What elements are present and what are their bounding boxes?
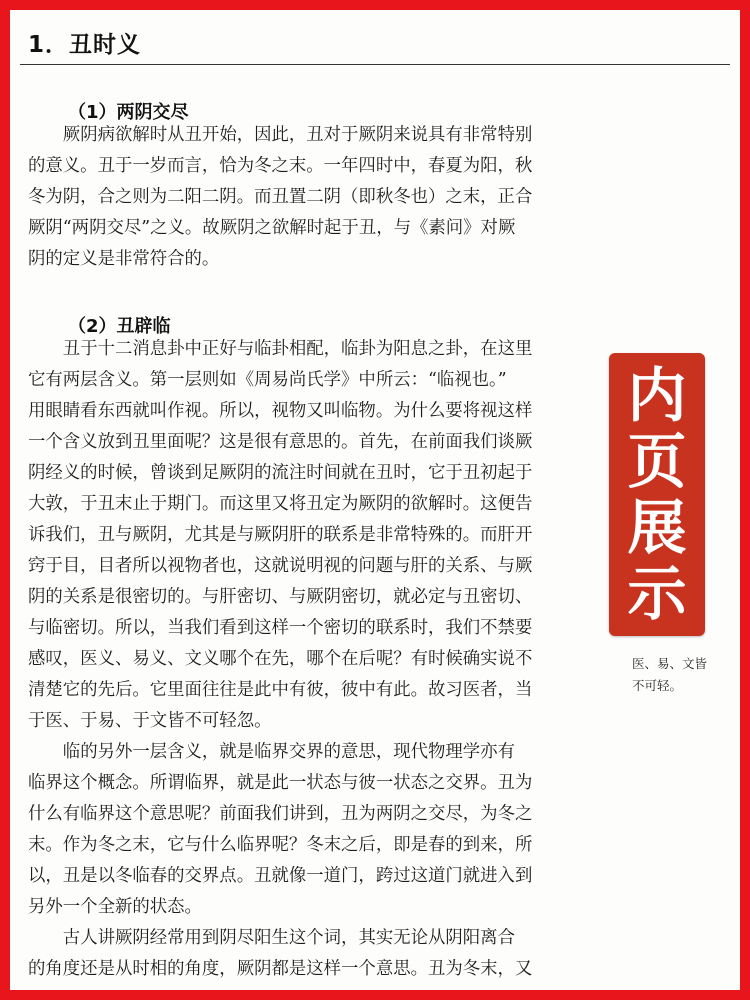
text-line: 阴的关系是很密切的。与肝密切、与厥阴密切，就必定与丑密切、 xyxy=(28,587,533,607)
text-line: 的角度还是从时相的角度，厥阴都是这样一个意思。丑为冬末，又 xyxy=(28,959,533,979)
text-line: 用眼睛看东西就叫作视。所以，视物又叫临物。为什么要将视这样 xyxy=(28,401,533,421)
subheading-1: （1）两阴交尽 xyxy=(68,102,189,123)
text-line: 另外一个全新的状态。 xyxy=(28,897,202,917)
badge-char: 页 xyxy=(627,426,687,496)
text-line: 临界这个概念。所谓临界，就是此一状态与彼一状态之交界。丑为 xyxy=(28,773,533,793)
text-line: 于医、于易、于文皆不可轻忽。 xyxy=(28,711,272,731)
text-line: 它有两层含义。第一层则如《周易尚氏学》中所云：“临视也。” xyxy=(28,370,507,390)
text-line: 的意义。丑于一岁而言，恰为冬之末。一年四时中，春夏为阳，秋 xyxy=(28,156,533,176)
badge-char: 展 xyxy=(627,492,687,562)
text-line: 古人讲厥阴经常用到阴尽阳生这个词，其实无论从阴阳离合 xyxy=(62,928,515,948)
text-line: 感叹，医义、易义、文义哪个在先，哪个在后呢？有时候确实说不 xyxy=(28,649,533,669)
text-line: 阴的定义是非常符合的。 xyxy=(28,249,220,269)
text-line: 诉我们，丑与厥阴，尤其是与厥阴肝的联系是非常特殊的。而肝开 xyxy=(28,525,533,545)
text-line: 冬为阴，合之则为二阳二阴。而丑置二阴（即秋冬也）之末，正合 xyxy=(28,187,533,207)
badge-char: 内 xyxy=(627,360,687,430)
text-line: 厥阴病欲解时从丑开始，因此，丑对于厥阴来说具有非常特别 xyxy=(62,125,533,145)
text-line: 厥阴“两阴交尽”之义。故厥阴之欲解时起于丑，与《素问》对厥 xyxy=(28,218,516,238)
text-line: 什么有临界这个意思呢？前面我们讲到，丑为两阴之交尽，为冬之 xyxy=(28,804,533,824)
text-line: 大敦，于丑末止于期门。而这里又将丑定为厥阴的欲解时。这便告 xyxy=(28,494,533,514)
side-note-line: 不可轻。 xyxy=(632,678,683,693)
text-line: 一个含义放到丑里面呢？这是很有意思的。首先，在前面我们谈厥 xyxy=(28,432,533,452)
text-line: 窍于目，目者所以视物者也，这就说明视的问题与肝的关系、与厥 xyxy=(28,556,533,576)
text-line: 与临密切。所以，当我们看到这样一个密切的联系时，我们不禁要 xyxy=(28,618,533,638)
side-note-line: 医、易、文皆 xyxy=(632,656,708,671)
text-line: 清楚它的先后。它里面往往是此中有彼，彼中有此。故习医者，当 xyxy=(28,680,533,700)
paragraph-1 xyxy=(28,120,618,275)
paragraph-2 xyxy=(28,334,618,985)
text-line: 临的另外一层含义，就是临界交界的意思，现代物理学亦有 xyxy=(62,742,515,762)
text-line: 阴经义的时候，曾谈到足厥阴的流注时间就在丑时，它于丑初起于 xyxy=(28,463,533,483)
subheading-2: （2）丑辟临 xyxy=(68,316,171,337)
text-line: 丑于十二消息卦中正好与临卦相配，临卦为阳息之卦，在这里 xyxy=(62,339,533,359)
section-title: 1．丑时义 xyxy=(28,32,142,58)
side-note xyxy=(632,653,740,697)
text-line: 以，丑是以冬临春的交界点。丑就像一道门，跨过这道门就进入到 xyxy=(28,866,533,886)
badge-char: 示 xyxy=(627,558,687,628)
preview-badge xyxy=(609,353,705,636)
text-line: 末。作为冬之末，它与什么临界呢？冬末之后，即是春的到来，所 xyxy=(28,835,533,855)
title-divider xyxy=(20,64,730,65)
